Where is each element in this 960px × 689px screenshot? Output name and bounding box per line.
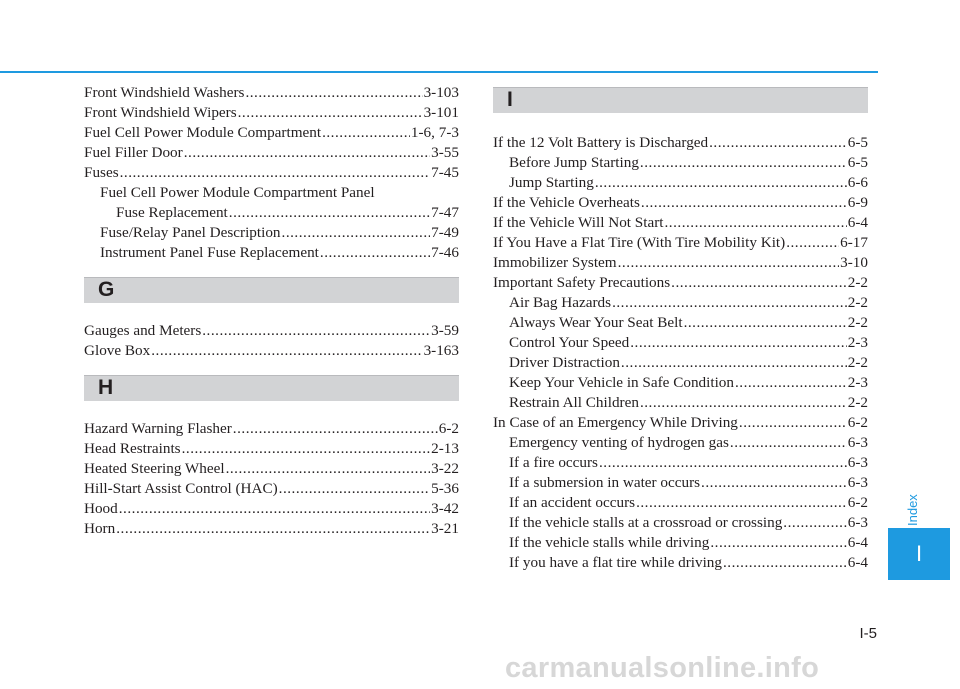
entry-label: If a submersion in water occurs	[509, 474, 701, 491]
entry-label: If the Vehicle Will Not Start	[493, 214, 664, 231]
entry-label: Fuel Filler Door	[84, 144, 183, 161]
entry-page: 7-46	[431, 244, 459, 261]
entry-label: Important Safety Precautions	[493, 274, 671, 291]
entry-page: 6-5	[847, 134, 868, 151]
index-subentry[interactable]	[493, 293, 868, 313]
index-entry[interactable]	[493, 213, 868, 233]
entry-label: Hazard Warning Flasher	[84, 420, 232, 437]
index-subentry[interactable]	[493, 453, 868, 473]
section-g-entries	[84, 321, 459, 361]
dot-leader	[182, 439, 431, 459]
dot-leader	[226, 459, 431, 479]
entry-label: If the vehicle stalls at a crossroad or crossing	[509, 514, 783, 531]
entry-page: 3-10	[840, 254, 868, 271]
index-entry[interactable]	[84, 479, 459, 499]
section-f-entries	[84, 83, 459, 263]
entry-label: Instrument Panel Fuse Replacement	[100, 244, 319, 261]
dot-leader	[786, 233, 839, 253]
dot-leader	[735, 373, 847, 393]
entry-page: 7-47	[431, 204, 459, 221]
index-entry[interactable]	[84, 519, 459, 539]
entry-label: Fuses	[84, 164, 119, 181]
dot-leader	[640, 153, 847, 173]
index-subentry[interactable]	[493, 313, 868, 333]
entry-page: 2-3	[847, 374, 868, 391]
dot-leader	[684, 313, 847, 333]
index-subentry[interactable]	[493, 173, 868, 193]
dot-leader	[612, 293, 847, 313]
dot-leader	[184, 143, 430, 163]
section-header-g: G	[84, 277, 459, 303]
dot-leader	[636, 493, 847, 513]
entry-label: Jump Starting	[509, 174, 594, 191]
index-entry[interactable]	[84, 103, 459, 123]
entry-page: 2-2	[847, 314, 868, 331]
section-h-entries	[84, 419, 459, 539]
entry-label: Hill-Start Assist Control (HAC)	[84, 480, 278, 497]
index-entry[interactable]	[493, 193, 868, 213]
entry-label: Control Your Speed	[509, 334, 630, 351]
dot-leader	[320, 243, 430, 263]
dot-leader	[709, 133, 847, 153]
dot-leader	[640, 393, 847, 413]
dot-leader	[245, 83, 422, 103]
section-header-i: I	[493, 87, 868, 113]
entry-label: Emergency venting of hydrogen gas	[509, 434, 729, 451]
index-column-right	[493, 83, 868, 573]
entry-label: Fuel Cell Power Module Compartment Panel	[100, 184, 375, 201]
index-entry[interactable]	[84, 439, 459, 459]
entry-page: 2-13	[431, 440, 459, 457]
entry-label: Immobilizer System	[493, 254, 617, 271]
index-subentry[interactable]	[84, 243, 459, 263]
entry-page: 6-5	[847, 154, 868, 171]
dot-leader	[630, 333, 847, 353]
page-number: I-5	[859, 625, 877, 642]
entry-label: Fuel Cell Power Module Compartment	[84, 124, 322, 141]
index-entry[interactable]	[84, 123, 459, 143]
entry-label: Fuse/Relay Panel Description	[100, 224, 281, 241]
index-entry[interactable]	[84, 459, 459, 479]
entry-page: 3-101	[423, 104, 459, 121]
entry-page: 5-36	[431, 480, 459, 497]
index-entry[interactable]	[84, 163, 459, 183]
entry-page: 6-4	[847, 214, 868, 231]
dot-leader	[671, 273, 847, 293]
entry-label: Restrain All Children	[509, 394, 639, 411]
entry-page: 7-49	[431, 224, 459, 241]
section-i-entries	[493, 133, 868, 573]
dot-leader	[599, 453, 847, 473]
index-subentry[interactable]	[493, 493, 868, 513]
index-subentry[interactable]	[493, 393, 868, 413]
entry-page: 6-3	[847, 514, 868, 531]
entry-label: Gauges and Meters	[84, 322, 202, 339]
dot-leader	[282, 223, 431, 243]
entry-page: 7-45	[431, 164, 459, 181]
index-subentry[interactable]	[84, 223, 459, 243]
index-entry[interactable]	[493, 273, 868, 293]
entry-label: Front Windshield Washers	[84, 84, 245, 101]
index-entry[interactable]	[84, 419, 459, 439]
entry-label: If the 12 Volt Battery is Discharged	[493, 134, 709, 151]
entry-page: 3-22	[431, 460, 459, 477]
dot-leader	[710, 533, 846, 553]
index-subentry[interactable]	[493, 373, 868, 393]
index-subentry[interactable]	[493, 533, 868, 553]
entry-page: 6-17	[840, 234, 868, 251]
dot-leader	[621, 353, 847, 373]
index-subentry[interactable]	[493, 433, 868, 453]
index-entry[interactable]	[493, 413, 868, 433]
index-entry[interactable]	[84, 143, 459, 163]
dot-leader	[665, 213, 847, 233]
dot-leader	[229, 203, 430, 223]
dot-leader	[120, 163, 431, 183]
dot-leader	[641, 193, 847, 213]
entry-page: 2-2	[847, 294, 868, 311]
dot-leader	[783, 513, 846, 533]
index-entry[interactable]	[493, 133, 868, 153]
entry-label: If the Vehicle Overheats	[493, 194, 640, 211]
dot-leader	[202, 321, 430, 341]
index-subentry[interactable]	[493, 473, 868, 493]
entry-page: 6-3	[847, 454, 868, 471]
entry-page: 6-4	[847, 554, 868, 571]
entry-page: 2-2	[847, 354, 868, 371]
index-side-label: Index	[905, 494, 920, 526]
entry-page: 6-3	[847, 434, 868, 451]
entry-page: 3-21	[431, 520, 459, 537]
entry-label: If a fire occurs	[509, 454, 598, 471]
dot-leader	[119, 499, 430, 519]
index-entry[interactable]	[84, 83, 459, 103]
entry-label: In Case of an Emergency While Driving	[493, 414, 738, 431]
entry-page: 6-4	[847, 534, 868, 551]
entry-label: If you have a flat tire while driving	[509, 554, 722, 571]
dot-leader	[116, 519, 430, 539]
entry-page: 2-2	[847, 274, 868, 291]
dot-leader	[238, 103, 423, 123]
dot-leader	[595, 173, 847, 193]
entry-label: Front Windshield Wipers	[84, 104, 237, 121]
index-subentry[interactable]	[493, 153, 868, 173]
index-subentry[interactable]	[493, 333, 868, 353]
entry-label: Horn	[84, 520, 116, 537]
entry-page: 2-3	[847, 334, 868, 351]
dot-leader	[151, 341, 422, 361]
entry-label: If You Have a Flat Tire (With Tire Mobility Kit)	[493, 234, 786, 251]
entry-label: Glove Box	[84, 342, 151, 359]
entry-label: Heated Steering Wheel	[84, 460, 225, 477]
entry-label: Head Restraints	[84, 440, 181, 457]
index-subentry[interactable]	[493, 353, 868, 373]
top-rule	[0, 71, 878, 73]
entry-page: 6-2	[847, 494, 868, 511]
entry-label: If the vehicle stalls while driving	[509, 534, 710, 551]
dot-leader	[739, 413, 847, 433]
dot-leader	[279, 479, 431, 499]
entry-page: 6-2	[438, 420, 459, 437]
entry-label-continued: Fuse Replacement	[116, 204, 228, 221]
entry-label: If an accident occurs	[509, 494, 636, 511]
dot-leader	[618, 253, 840, 273]
dot-leader	[233, 419, 438, 439]
entry-label: Keep Your Vehicle in Safe Condition	[509, 374, 734, 391]
index-entry[interactable]	[493, 253, 868, 273]
index-subentry-wrapped[interactable]	[84, 183, 459, 223]
entry-label: Air Bag Hazards	[509, 294, 612, 311]
dot-leader	[730, 433, 847, 453]
index-entry[interactable]	[84, 321, 459, 341]
entry-page: 3-55	[431, 144, 459, 161]
entry-label: Driver Distraction	[509, 354, 620, 371]
index-entry[interactable]	[84, 341, 459, 361]
index-subentry[interactable]	[493, 553, 868, 573]
section-header-h: H	[84, 375, 459, 401]
dot-leader	[723, 553, 847, 573]
index-column-left	[84, 83, 459, 539]
entry-label: Before Jump Starting	[509, 154, 639, 171]
entry-label: Hood	[84, 500, 118, 517]
entry-page: 6-2	[847, 414, 868, 431]
entry-page: 6-6	[847, 174, 868, 191]
index-entry[interactable]	[84, 499, 459, 519]
index-side-tab[interactable]: I	[888, 528, 950, 580]
entry-page: 3-163	[423, 342, 459, 359]
entry-page: 3-59	[431, 322, 459, 339]
dot-leader	[322, 123, 410, 143]
entry-label: Always Wear Your Seat Belt	[509, 314, 683, 331]
index-subentry[interactable]	[493, 513, 868, 533]
entry-page: 6-9	[847, 194, 868, 211]
entry-page: 6-3	[847, 474, 868, 491]
index-entry[interactable]	[493, 233, 868, 253]
dot-leader	[701, 473, 847, 493]
entry-page: 1-6, 7-3	[410, 124, 459, 141]
entry-page: 3-42	[431, 500, 459, 517]
entry-page: 2-2	[847, 394, 868, 411]
entry-page: 3-103	[423, 84, 459, 101]
watermark: carmanualsonline.info	[505, 652, 820, 684]
